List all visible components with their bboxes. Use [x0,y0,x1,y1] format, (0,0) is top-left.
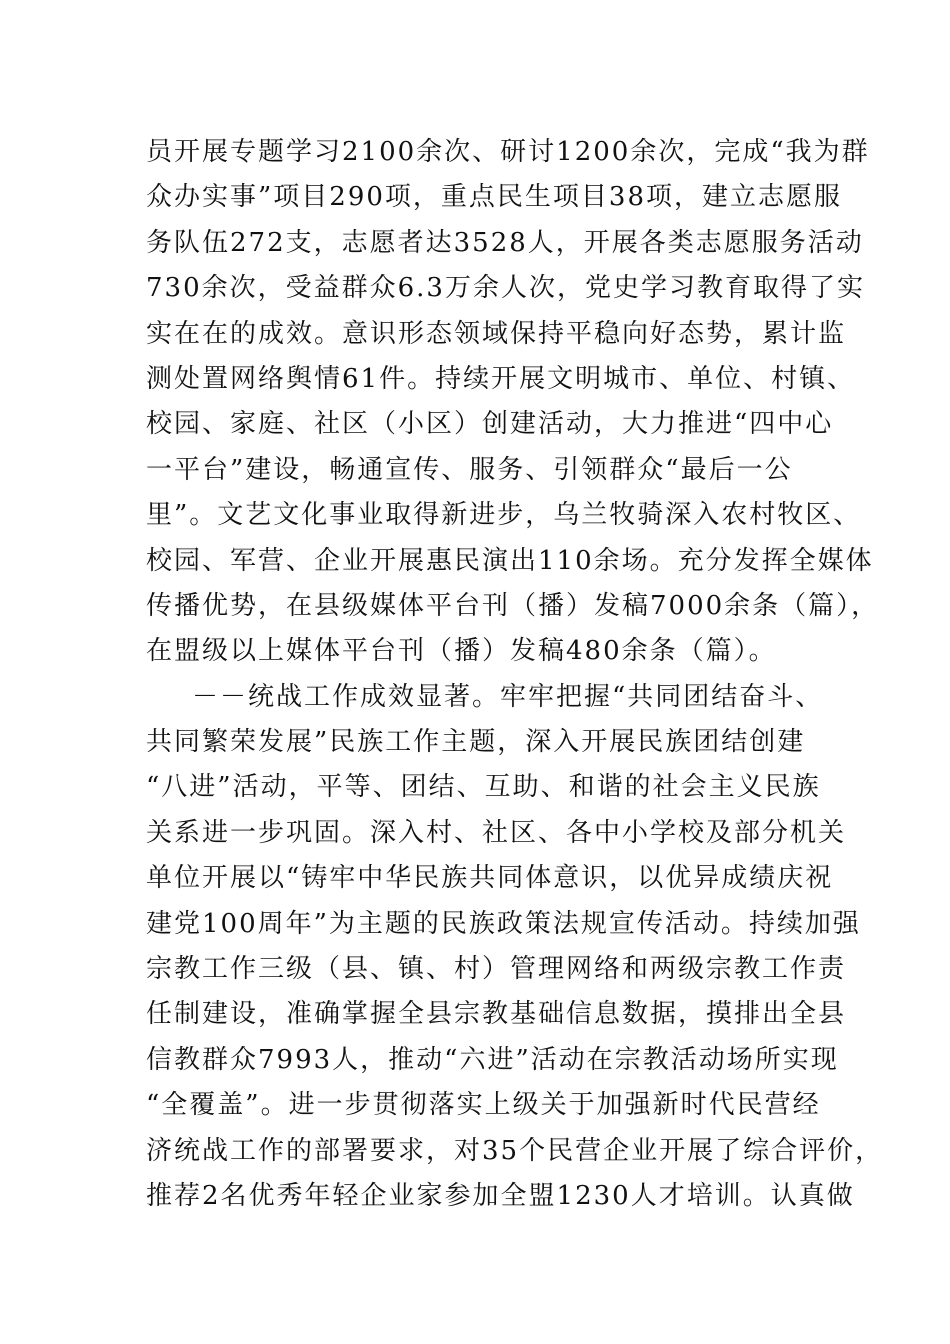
text-line: 里”。文艺文化事业取得新进步，乌兰牧骑深入农村牧区、 [146,500,862,531]
text-line: 推荐2名优秀年轻企业家参加全盟1230人才培训。认真做 [146,1180,855,1211]
text-line: 730余次，受益群众6.3万余人次，党史学习教育取得了实 [146,273,865,304]
text-line: 员开展专题学习2100余次、研讨1200余次，完成“我为群 [146,137,870,167]
text-line: 测处置网络舆情61件。持续开展文明城市、单位、村镇、 [146,363,856,394]
text-line: 校园、家庭、社区（小区）创建活动，大力推进“四中心 [146,409,834,440]
text-line: 实在在的成效。意识形态领域保持平稳向好态势，累计监 [146,318,847,349]
text-line: 一平台”建设，畅通宣传、服务、引领群众“最后一公 [146,454,793,485]
text-line: 关系进一步巩固。深入村、社区、各中小学校及部分机关 [146,817,847,848]
text-line: 建党100周年”为主题的民族政策法规宣传活动。持续加强 [146,908,861,939]
text-line: “全覆盖”。进一步贯彻落实上级关于加强新时代民营经 [146,1090,821,1121]
text-line: 济统战工作的部署要求，对35个民营企业开展了综合评价， [146,1135,884,1166]
text-line: 宗教工作三级（县、镇、村）管理网络和两级宗教工作责 [146,954,847,985]
text-line: 在盟级以上媒体平台刊（播）发稿480余条（篇）。 [146,636,777,667]
text-line: “八进”活动，平等、团结、互助、和谐的社会主义民族 [146,772,821,803]
text-line: 信教群众7993人，推动“六进”活动在宗教活动场所实现 [146,1044,839,1075]
text-line: 单位开展以“铸牢中华民族共同体意识，以优异成绩庆祝 [146,863,834,894]
body-text [146,130,884,1219]
text-line: 任制建设，准确掌握全县宗教基础信息数据，摸排出全县 [146,999,847,1030]
text-line: 务队伍272支，志愿者达3528人，开展各类志愿服务活动 [146,227,864,258]
text-line: 众办实事”项目290项，重点民生项目38项，建立志愿服 [146,182,843,213]
text-line: 共同繁荣发展”民族工作主题，深入开展民族团结创建 [146,727,806,758]
text-line: 校园、军营、企业开展惠民演出110余场。充分发挥全媒体 [146,545,874,576]
text-line: 传播优势，在县级媒体平台刊（播）发稿7000余条（篇）， [146,590,880,621]
paragraph-start-line: －－统战工作成效显著。牢牢把握“共同团结奋斗、 [192,681,824,712]
